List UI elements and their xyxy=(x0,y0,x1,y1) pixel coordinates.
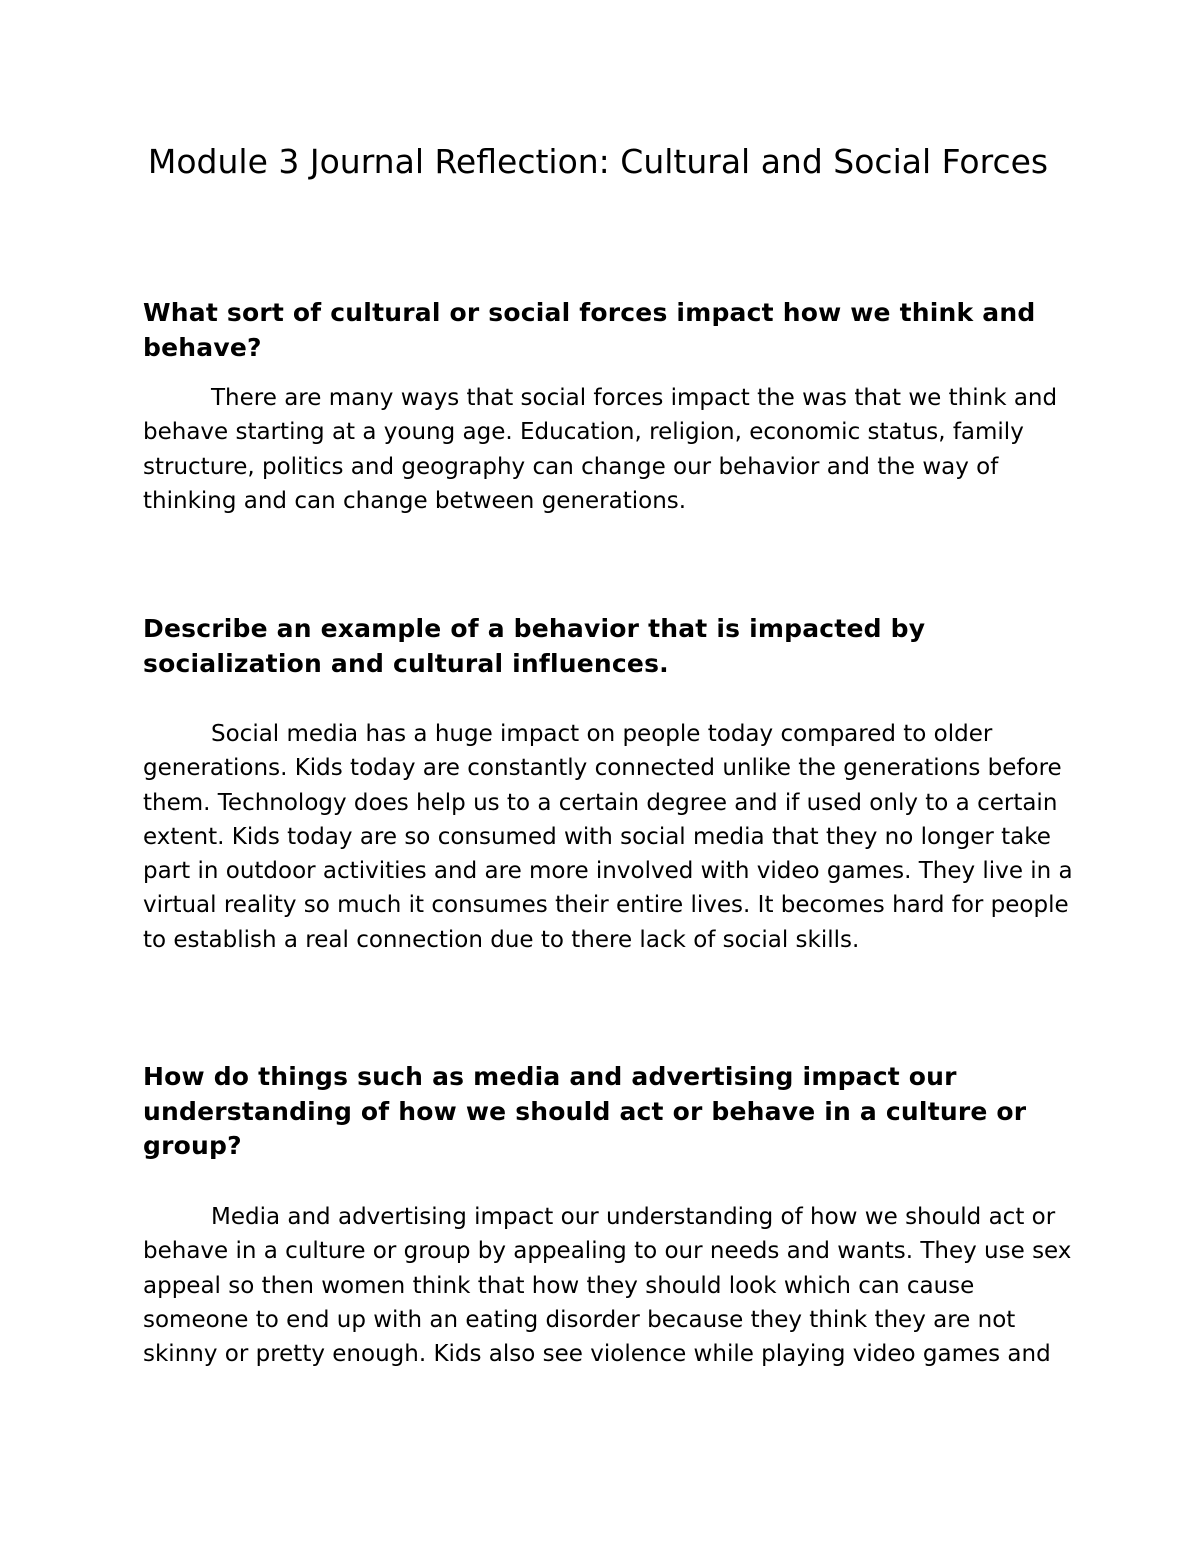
question-heading: What sort of cultural or social forces impact how we think and behave? xyxy=(143,298,1036,362)
answer-paragraph: There are many ways that social forces impact the was that we think and behave starting at a young age. Education, religion, economic status, family structure, politics and geography can change our behavior and the way of thinking and can change between generations. xyxy=(143,385,1058,514)
question-heading: How do things such as media and advertising impact our understanding of how we should act or behave in a culture or group? xyxy=(143,1062,1027,1160)
question-heading: Describe an example of a behavior that is impacted by socialization and cultural influences. xyxy=(143,614,926,678)
answer-paragraph: Social media has a huge impact on people today compared to older generations. Kids today are constantly connected unlike the generations before them. Technology does help us to a certain degree and if used only to a certain extent. Kids today are so consumed with social media that they no longer take part in outdoor activities and are more involved with video games. They live in a virtual reality so much it consumes their entire lives. It becomes hard for people to establish a real connection due to there lack of social skills. xyxy=(143,721,1073,953)
answer-paragraph: Media and advertising impact our understanding of how we should act or behave in a culture or group by appealing to our needs and wants. They use sex appeal so then women think that how they should look which can cause someone to end up with an eating disorder because they think they are not skinny or pretty enough. Kids also see violence while playing video games and xyxy=(143,1204,1072,1368)
page-title: Module 3 Journal Reflection: Cultural and Social Forces xyxy=(147,142,1049,181)
